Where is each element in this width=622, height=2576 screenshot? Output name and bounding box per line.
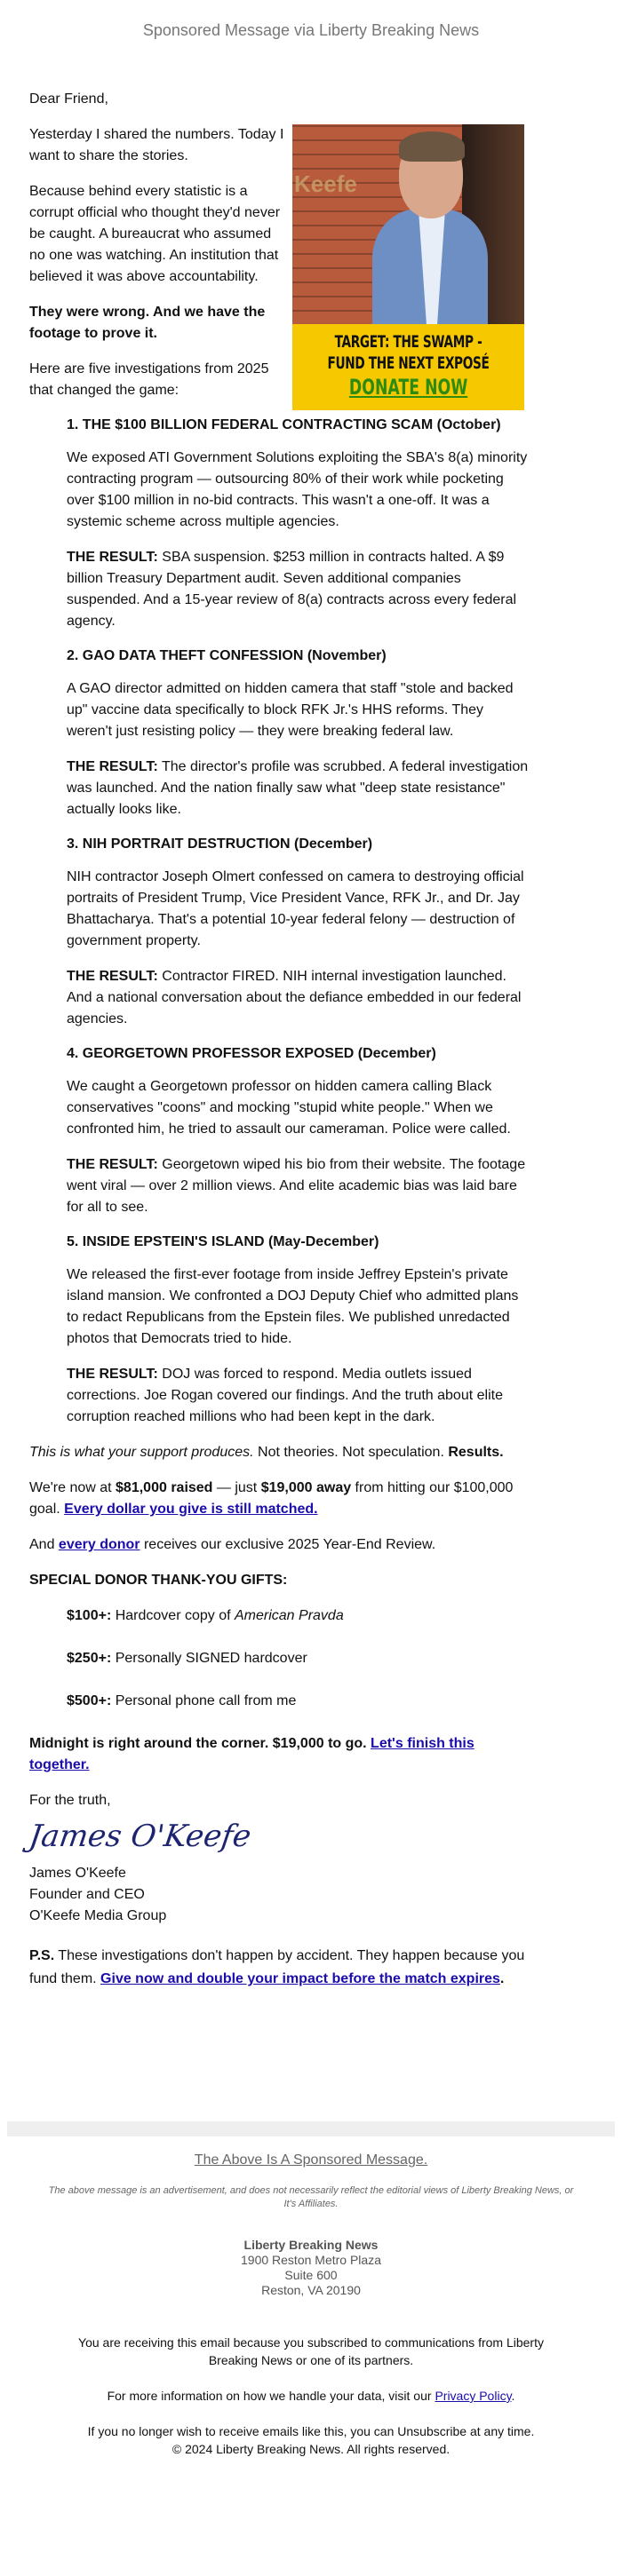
five-investigations-intro: Here are five investigations from 2025 that changed the game: bbox=[29, 361, 269, 398]
gift-tier: $250+: Personally SIGNED hardcover bbox=[67, 1651, 307, 1666]
every-donor-link[interactable]: every donor bbox=[58, 1537, 140, 1552]
disclaimer: The above message is an advertisement, and does not necessarily reflect the editorial views of Liberty Breaking News, or It's Affiliates. bbox=[48, 2185, 574, 2209]
investigation-title: 4. GEORGETOWN PROFESSOR EXPOSED (December) bbox=[67, 1046, 436, 1061]
investigation-title: 1. THE $100 BILLION FEDERAL CONTRACTING SCAM (October) bbox=[67, 417, 501, 432]
gift-tier: $500+: Personal phone call from me bbox=[67, 1693, 297, 1708]
company-address bbox=[0, 2238, 622, 2298]
investigation-item bbox=[67, 646, 529, 820]
investigation-title: 5. INSIDE EPSTEIN'S ISLAND (May-December) bbox=[67, 1234, 379, 1249]
signer-role: Founder and CEO bbox=[29, 1887, 145, 1902]
signer-name: James O'Keefe bbox=[29, 1866, 126, 1881]
address-line: Reston, VA 20190 bbox=[261, 2283, 361, 2297]
raised-line: We're now at $81,000 raised — just $19,000 away from hitting our $100,000 goal. Every dollar you give is still matched. bbox=[29, 1480, 514, 1517]
signature-image: James O'Keefe bbox=[27, 1819, 253, 1854]
investigation-body: We released the first-ever footage from inside Jeffrey Epstein's private island mansion. We confronted a DOJ Deputy Chief who admitted plans to redact Republicans from the Epstein files. We published unredacted photos that Democrats tried to hide. bbox=[67, 1267, 519, 1346]
closing: For the truth, bbox=[29, 1793, 111, 1808]
intro-paragraph: Yesterday I shared the numbers. Today I want to share the stories. bbox=[29, 127, 284, 163]
signer-org: O'Keefe Media Group bbox=[29, 1908, 167, 1923]
investigation-body: NIH contractor Joseph Olmert confessed on camera to destroying official portraits of President Trump, Vice President Vance, RFK Jr., and Dr. Jay Bhattacharya. That's a potential 10-year federal felony — destruction of government property. bbox=[67, 869, 524, 948]
gifts-title: SPECIAL DONOR THANK-YOU GIFTS: bbox=[29, 1573, 288, 1588]
proof-paragraph: They were wrong. And we have the footage to prove it. bbox=[29, 305, 266, 341]
letter-body bbox=[29, 89, 529, 2005]
investigation-result: THE RESULT: DOJ was forced to respond. Media outlets issued corrections. Joe Rogan covered our findings. And the truth about elite corruption reached millions who had been kept in the dark. bbox=[67, 1367, 503, 1424]
banner-headline: TARGET: THE SWAMP - FUND THE NEXT EXPOSÉ bbox=[327, 332, 490, 373]
company-name: Liberty Breaking News bbox=[243, 2238, 379, 2252]
sponsored-notice-link[interactable]: The Above Is A Sponsored Message. bbox=[194, 2152, 428, 2168]
investigation-item bbox=[67, 416, 529, 632]
address-line: Suite 600 bbox=[284, 2268, 338, 2282]
banner-photo bbox=[292, 124, 524, 324]
statistic-paragraph: Because behind every statistic is a corrupt official who thought they'd never be caught. A bureaucrat who assumed no one was watching. An institution that believed it was above accountability. bbox=[29, 184, 281, 284]
investigation-list bbox=[29, 416, 529, 1428]
donor-line: And every donor receives our exclusive 2025 Year-End Review. bbox=[29, 1537, 436, 1552]
banner-caption bbox=[292, 324, 524, 410]
midnight-line: Midnight is right around the corner. $19,000 to go. Let's finish this together. bbox=[29, 1736, 474, 1772]
finish-together-link[interactable]: Let's finish this together. bbox=[29, 1736, 474, 1772]
gifts-list bbox=[29, 1605, 529, 1712]
copyright: © 2024 Liberty Breaking News. All rights reserved. bbox=[171, 2442, 451, 2456]
matched-donation-link[interactable]: Every dollar you give is still matched. bbox=[64, 1502, 318, 1517]
investigation-title: 3. NIH PORTRAIT DESTRUCTION (December) bbox=[67, 836, 373, 852]
greeting: Dear Friend, bbox=[29, 91, 108, 107]
address-line: 1900 Reston Metro Plaza bbox=[241, 2253, 381, 2267]
privacy-line: For more information on how we handle your data, visit our Privacy Policy. bbox=[107, 2389, 515, 2403]
donate-now-button[interactable]: DONATE NOW bbox=[348, 375, 468, 400]
gift-tier: $100+: Hardcover copy of American Pravda bbox=[67, 1608, 344, 1623]
sponsor-header: Sponsored Message via Liberty Breaking News bbox=[142, 21, 480, 39]
investigation-item bbox=[67, 1044, 529, 1218]
receiving-text: You are receiving this email because you subscribed to communications from Liberty Breaking News or one of its partners. bbox=[78, 2335, 544, 2367]
give-now-link[interactable]: Give now and double your impact before the match expires bbox=[100, 1971, 500, 1986]
investigation-result: THE RESULT: The director's profile was scrubbed. A federal investigation was launched. And the nation finally saw what "deep state resistance" actually looks like. bbox=[67, 759, 529, 817]
privacy-policy-link[interactable]: Privacy Policy bbox=[435, 2389, 512, 2403]
support-line: This is what your support produces. Not theories. Not speculation. Results. bbox=[29, 1445, 504, 1460]
donate-banner[interactable] bbox=[292, 124, 524, 410]
investigation-body: We caught a Georgetown professor on hidden camera calling Black conservatives "coons" and mocking "stupid white people." When we confronted him, he tried to assault our cameraman. Police were called. bbox=[67, 1079, 511, 1137]
subscription-notice bbox=[62, 2334, 560, 2458]
footer-divider bbox=[7, 2121, 615, 2136]
investigation-item bbox=[67, 1233, 529, 1428]
investigation-body: We exposed ATI Government Solutions exploiting the SBA's 8(a) minority contracting program — outsourcing 80% of their work while pocketing over $100 million in no-bid contracts. This wasn't a one-off. It was a systemic scheme across multiple agencies. bbox=[67, 450, 528, 529]
unsubscribe-text: If you no longer wish to receive emails like this, you can Unsubscribe at any time. bbox=[87, 2424, 535, 2438]
photo-logo-text: Keefe bbox=[294, 170, 357, 197]
investigation-item bbox=[67, 835, 529, 1030]
postscript: P.S. These investigations don't happen by accident. They happen because you fund them. Give now and double your impact before the match expires. bbox=[29, 1948, 525, 1986]
investigation-title: 2. GAO DATA THEFT CONFESSION (November) bbox=[67, 648, 387, 663]
footer bbox=[0, 2152, 622, 2458]
investigation-result: THE RESULT: Contractor FIRED. NIH internal investigation launched. And a national conversation about the defiance embedded in our federal agencies. bbox=[67, 969, 522, 1026]
investigation-result: THE RESULT: Georgetown wiped his bio from their website. The footage went viral — over 2 million views. And elite academic bias was laid bare for all to see. bbox=[67, 1157, 526, 1215]
investigation-body: A GAO director admitted on hidden camera that staff "stole and backed up" vaccine data specifically to block RFK Jr.'s HHS reforms. They weren't just resisting policy — they were breaking federal law. bbox=[67, 681, 514, 739]
investigation-result: THE RESULT: SBA suspension. $253 million in contracts halted. A $9 billion Treasury Department audit. Seven additional companies suspended. And a 15-year review of 8(a) contracts across every federal agency. bbox=[67, 550, 517, 629]
